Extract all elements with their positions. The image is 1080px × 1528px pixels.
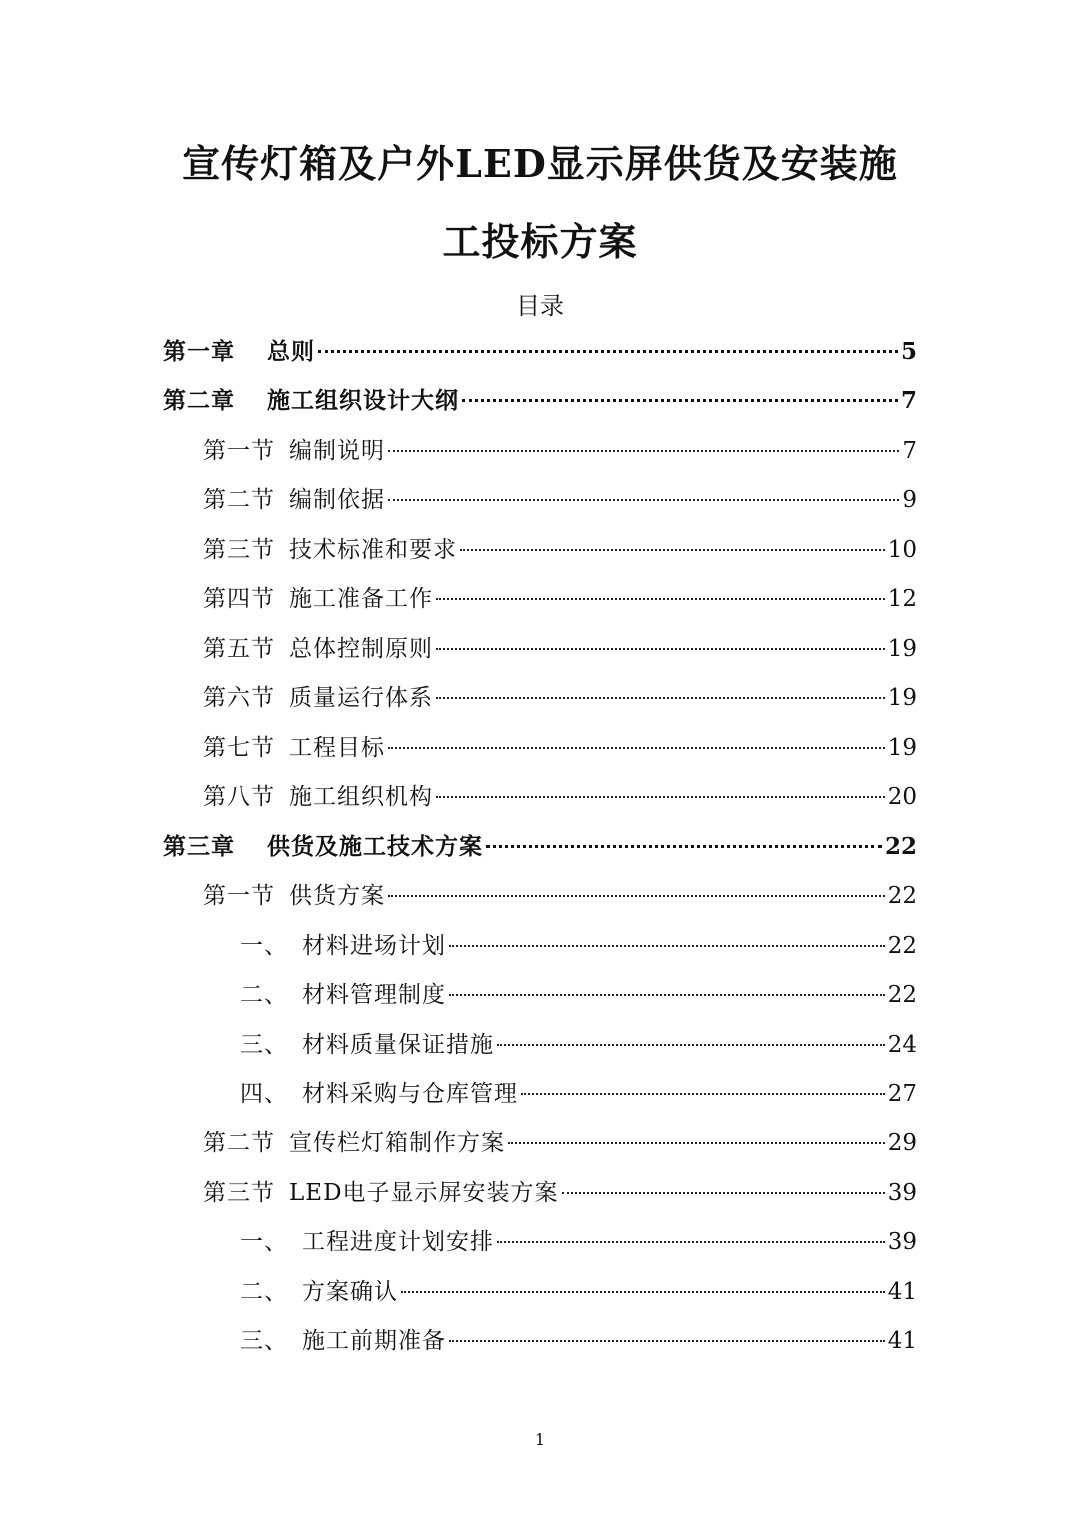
toc-entry-label: 施工准备工作 (289, 586, 433, 612)
toc-dot-leader (562, 1192, 885, 1194)
toc-dot-leader (449, 945, 885, 947)
toc-entry-section[interactable] (203, 530, 917, 570)
toc-entry-subsection[interactable] (240, 1025, 917, 1065)
toc-entry-section[interactable] (203, 728, 917, 768)
toc-entry-label: 工程目标 (289, 735, 385, 761)
toc-dot-leader (388, 450, 899, 452)
toc-entry-number: 第三节 (203, 537, 275, 563)
toc-dot-leader (388, 747, 885, 749)
toc-entry-page: 22 (887, 982, 917, 1008)
toc-entry-label: 工程进度计划安排 (302, 1229, 494, 1255)
toc-entry-section[interactable] (203, 431, 917, 471)
toc-entry-number: 二、 (240, 982, 288, 1008)
page-number: 1 (534, 1430, 546, 1449)
toc-entry-section[interactable] (203, 1173, 917, 1213)
toc-dot-leader (497, 1044, 885, 1046)
toc-entry-subsection[interactable] (240, 1321, 917, 1361)
toc-dot-leader (508, 1142, 885, 1144)
toc-entry-label: 技术标准和要求 (289, 537, 457, 563)
toc-entry-section[interactable] (203, 480, 917, 520)
toc-dot-leader (460, 549, 885, 551)
toc-entry-section[interactable] (203, 777, 917, 817)
toc-entry-subsection[interactable] (240, 1074, 917, 1114)
toc-dot-leader (486, 845, 882, 848)
toc-entry-label: 方案确认 (302, 1279, 398, 1305)
toc-dot-leader (388, 895, 885, 897)
toc-entry-page: 39 (887, 1180, 917, 1206)
toc-heading: 目录 (516, 292, 564, 320)
toc-entry-label: 宣传栏灯箱制作方案 (289, 1130, 505, 1156)
toc-entry-section[interactable] (203, 1123, 917, 1163)
toc-entry-number: 第七节 (203, 735, 275, 761)
toc-entry-page: 27 (887, 1081, 917, 1107)
toc-entry-page: 24 (887, 1032, 917, 1058)
toc-dot-leader (436, 796, 885, 798)
toc-dot-leader (388, 499, 899, 501)
toc-dot-leader (521, 1093, 885, 1095)
toc-entry-label: 编制依据 (289, 487, 385, 513)
toc-dot-leader (436, 598, 885, 600)
toc-entry-label: 总则 (267, 338, 315, 365)
toc-entry-label: 供货及施工技术方案 (267, 833, 483, 860)
toc-entry-page: 22 (884, 833, 917, 860)
toc-entry-label: 施工组织机构 (289, 784, 433, 810)
toc-entry-number: 第四节 (203, 586, 275, 612)
toc-entry-label: 质量运行体系 (289, 685, 433, 711)
toc-entry-page: 19 (887, 636, 917, 662)
document-title-line-1: 宣传灯箱及户外LED显示屏供货及安装施 (182, 141, 898, 186)
toc-entry-number: 第二节 (203, 487, 275, 513)
toc-entry-number: 三、 (240, 1032, 288, 1058)
toc-entry-page: 39 (887, 1229, 917, 1255)
toc-dot-leader (462, 399, 898, 402)
toc-entry-page: 10 (887, 537, 917, 563)
toc-dot-leader (401, 1291, 885, 1293)
toc-entry-number: 第五节 (203, 636, 275, 662)
toc-entry-label: 总体控制原则 (289, 636, 433, 662)
toc-entry-chapter[interactable] (163, 827, 917, 867)
toc-entry-number: 第一节 (203, 883, 275, 909)
toc-entry-page: 22 (887, 883, 917, 909)
toc-entry-number: 三、 (240, 1328, 288, 1354)
document-title-line-2: 工投标方案 (442, 219, 638, 264)
toc-entry-subsection[interactable] (240, 975, 917, 1015)
toc-entry-subsection[interactable] (240, 926, 917, 966)
toc-entry-label: 施工前期准备 (302, 1328, 446, 1354)
toc-entry-page: 41 (887, 1279, 917, 1305)
toc-entry-label: LED电子显示屏安装方案 (289, 1180, 559, 1206)
toc-entry-page: 9 (902, 487, 917, 513)
toc-entry-number: 第二章 (163, 387, 235, 414)
toc-entry-label: 材料进场计划 (302, 933, 446, 959)
toc-entry-page: 7 (900, 387, 917, 414)
toc-entry-number: 第一节 (203, 438, 275, 464)
toc-entry-page: 5 (900, 338, 917, 365)
toc-dot-leader (436, 648, 885, 650)
toc-entry-number: 一、 (240, 933, 288, 959)
toc-entry-section[interactable] (203, 876, 917, 916)
toc-entry-number: 第三章 (163, 833, 235, 860)
toc-entry-section[interactable] (203, 629, 917, 669)
toc-dot-leader (449, 994, 885, 996)
toc-dot-leader (436, 697, 885, 699)
toc-entry-label: 材料质量保证措施 (302, 1032, 494, 1058)
toc-entry-page: 22 (887, 933, 917, 959)
toc-entry-number: 二、 (240, 1279, 288, 1305)
toc-entry-number: 第一章 (163, 338, 235, 365)
toc-entry-page: 7 (902, 438, 917, 464)
toc-dot-leader (449, 1340, 885, 1342)
toc-entry-number: 第二节 (203, 1130, 275, 1156)
toc-entry-number: 四、 (240, 1081, 288, 1107)
toc-entry-number: 第三节 (203, 1180, 275, 1206)
toc-entry-chapter[interactable] (163, 381, 917, 421)
toc-entry-number: 第八节 (203, 784, 275, 810)
toc-entry-label: 供货方案 (289, 883, 385, 909)
toc-entry-page: 19 (887, 685, 917, 711)
toc-entry-page: 19 (887, 735, 917, 761)
toc-entry-label: 施工组织设计大纲 (267, 387, 459, 414)
toc-dot-leader (318, 350, 898, 353)
toc-entry-number: 第六节 (203, 685, 275, 711)
toc-entry-page: 20 (887, 784, 917, 810)
toc-entry-subsection[interactable] (240, 1272, 917, 1312)
toc-entry-number: 一、 (240, 1229, 288, 1255)
toc-entry-label: 材料管理制度 (302, 982, 446, 1008)
toc-entry-section[interactable] (203, 678, 917, 718)
toc-dot-leader (497, 1241, 885, 1243)
toc-entry-chapter[interactable] (163, 332, 917, 372)
toc-entry-page: 29 (887, 1130, 917, 1156)
toc-entry-subsection[interactable] (240, 1222, 917, 1262)
toc-entry-section[interactable] (203, 579, 917, 619)
toc-entry-page: 41 (887, 1328, 917, 1354)
toc-entry-page: 12 (887, 586, 917, 612)
toc-entry-label: 编制说明 (289, 438, 385, 464)
toc-entry-label: 材料采购与仓库管理 (302, 1081, 518, 1107)
